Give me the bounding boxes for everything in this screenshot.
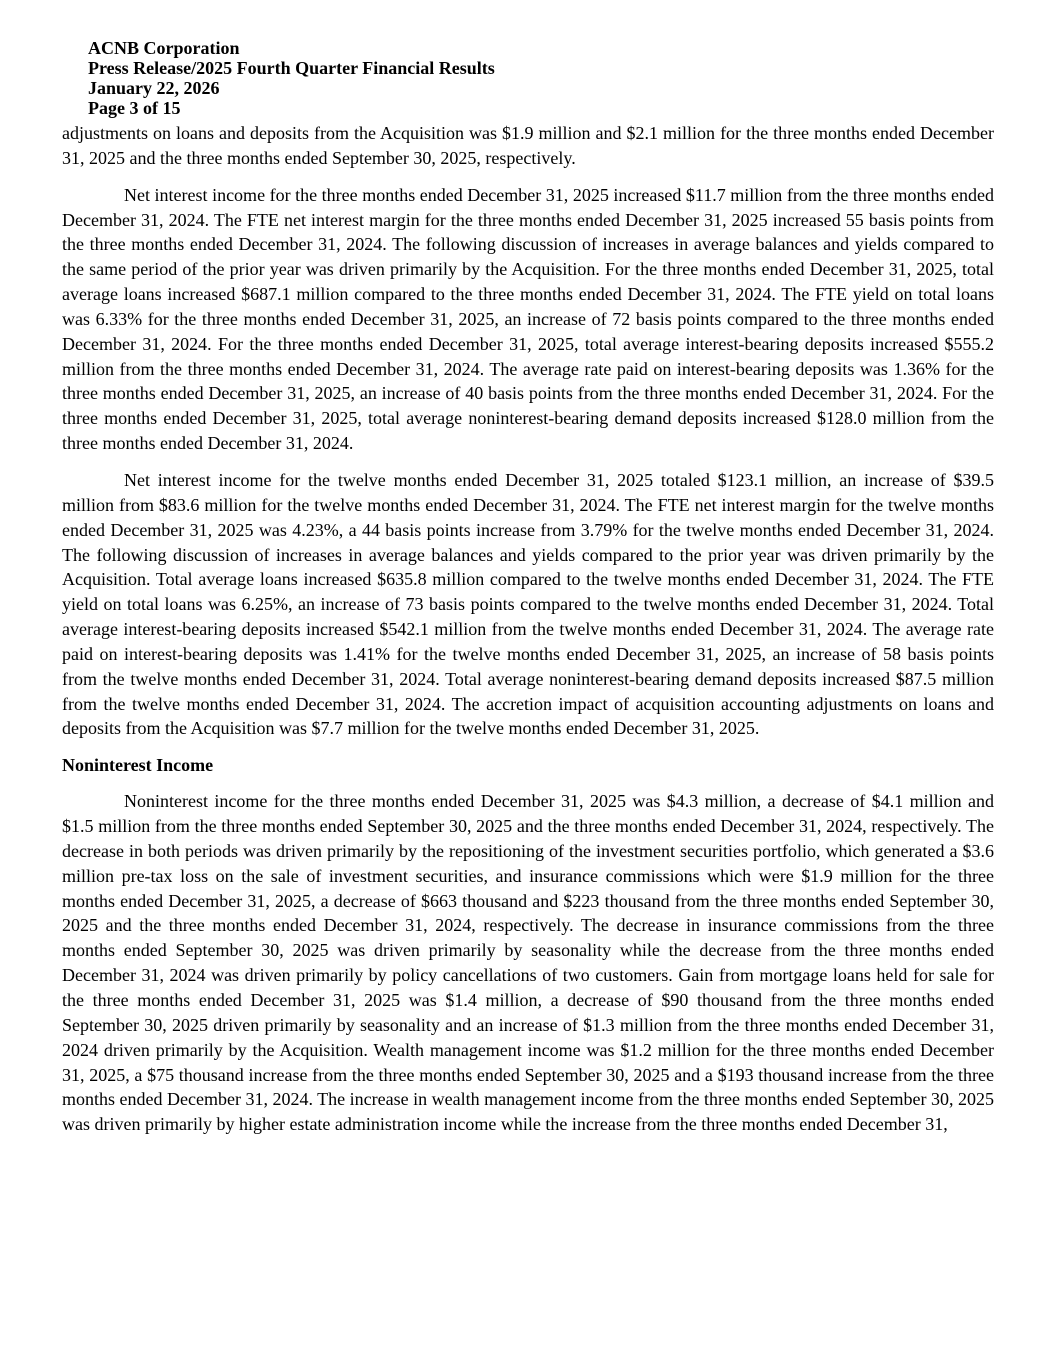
release-title: Press Release/2025 Fourth Quarter Financial Results bbox=[88, 58, 495, 78]
paragraph-annual-net-interest: Net interest income for the twelve months ended December 31, 2025 totaled $123.1 million, an increase of $39.5 million from $83.6 million for the twelve months ended December 31, 2024. The FTE net interest margin for the twelve months ended December 31, 2025 was 4.23%, a 44 basis points increase from 3.79% for the twelve months ended December 31, 2024. The following discussion of increases in average balances and yields compared to the prior year was driven primarily by the Acquisition. Total average loans increased $635.8 million compared to the twelve months ended December 31, 2024. The FTE yield on total loans was 6.25%, an increase of 73 basis points compared to the twelve months ended December 31, 2024. Total average interest-bearing deposits increased $542.1 million from the twelve months ended December 31, 2024. The average rate paid on interest-bearing deposits was 1.41% for the twelve months ended December 31, 2025, an increase of 58 basis points from the twelve months ended December 31, 2024. Total average noninterest-bearing demand deposits increased $87.5 million from the twelve months ended December 31, 2024. The accretion impact of acquisition accounting adjustments on loans and deposits from the Acquisition was $7.7 million for the twelve months ended December 31, 2025. bbox=[62, 469, 994, 739]
section-heading-noninterest-income: Noninterest Income bbox=[62, 755, 214, 776]
company-name: ACNB Corporation bbox=[88, 38, 240, 58]
paragraph-noninterest-income: Noninterest income for the three months ended December 31, 2025 was $4.3 million, a decrease of $4.1 million and $1.5 million from the three months ended September 30, 2025 and the three months ended December 31, 2024, respectively. The decrease in both periods was driven primarily by the repositioning of the investment securities portfolio, which generated a $3.6 million pre-tax loss on the sale of investment securities, and insurance commissions which were $1.9 million for the three months ended December 31, 2025, a decrease of $663 thousand and $223 thousand from the three months ended September 30, 2025 and the three months ended December 31, 2024, respectively. The decrease in insurance commissions from the three months ended September 30, 2025 was driven primarily by seasonality while the decrease from the three months ended December 31, 2024 was driven primarily by policy cancellations of two customers. Gain from mortgage loans held for sale for the three months ended December 31, 2025 was $1.4 million, a decrease of $90 thousand from the three months ended September 30, 2025 driven primarily by seasonality and an increase of $1.3 million from the three months ended December 31, 2024 driven primarily by the Acquisition. Wealth management income was $1.2 million for the three months ended December 31, 2025, a $75 thousand increase from the three months ended September 30, 2025 and a $193 thousand increase from the three months ended December 31, 2024. The increase in wealth management income from the three months ended September 30, 2025 was driven primarily by higher estate administration income while the increase from the three months ended December 31, bbox=[62, 791, 994, 1135]
page-number: Page 3 of 15 bbox=[88, 98, 181, 118]
document-page bbox=[62, 38, 994, 1137]
paragraph-quarterly-net-interest: Net interest income for the three months ended December 31, 2025 increased $11.7 million from the three months ended December 31, 2024. The FTE net interest margin for the three months ended December 31, 2025 increased 55 basis points from the three months ended December 31, 2024. The following discussion of increases in average balances and yields compared to the same period of the prior year was driven primarily by the Acquisition. For the three months ended December 31, 2025, total average loans increased $687.1 million compared to the three months ended December 31, 2024. The FTE yield on total loans was 6.33% for the three months ended December 31, 2025, an increase of 72 basis points compared to the three months ended December 31, 2024. For the three months ended December 31, 2025, total average interest-bearing deposits increased $555.2 million from the three months ended December 31, 2024. The average rate paid on interest-bearing deposits was 1.36% for the three months ended December 31, 2025, an increase of 40 basis points from the three months ended December 31, 2024. For the three months ended December 31, 2025, total average noninterest-bearing demand deposits increased $128.0 million from the three months ended December 31, 2024. bbox=[62, 184, 994, 454]
paragraph-continuation: adjustments on loans and deposits from the Acquisition was $1.9 million and $2.1 million for the three months ended December 31, 2025 and the three months ended September 30, 2025, respectively. bbox=[62, 123, 994, 168]
page-header bbox=[88, 38, 994, 118]
release-date: January 22, 2026 bbox=[88, 78, 220, 98]
